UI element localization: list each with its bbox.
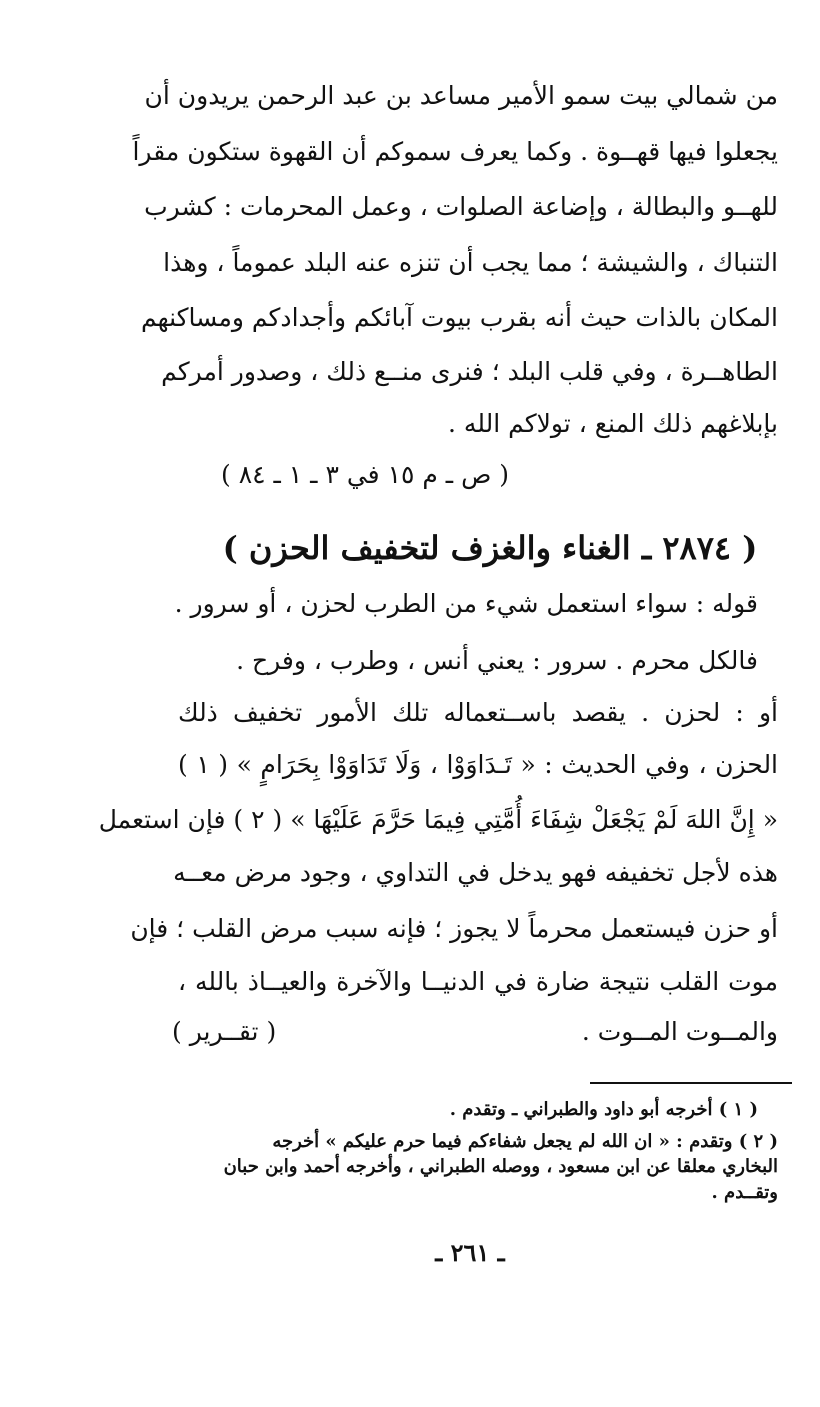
text-line: فالكل محرم . سرور : يعني أنس ، وطرب ، وفرح . <box>236 646 758 675</box>
text-line: قوله : سواء استعمل شيء من الطرب لحزن ، أو سرور . <box>174 589 758 618</box>
text-line: يجعلوا فيها قهــوة . وكما يعرف سموكم أن القهوة ستكون مقراً <box>132 137 778 166</box>
attribution-label: ( تقــرير ) <box>172 1017 277 1046</box>
text-line: المكان بالذات حيث أنه بقرب بيوت آبائكم وأجدادكم ومساكنهم <box>140 303 778 332</box>
text-line: أو : لحزن . يقصد باســتعماله تلك الأمور تخفيف ذلك <box>178 698 778 727</box>
section-heading: ( ٢٨٧٤ ـ الغناء والغزف لتخفيف الحزن ) <box>222 529 758 567</box>
footnote-line: وتقــدم . <box>711 1182 778 1203</box>
footnote-line: ( ١ ) أخرجه أبو داود والطبراني ـ وتقدم . <box>449 1099 758 1120</box>
footnote-line: ( ٢ ) وتقدم : « ان الله لم يجعل شفاءكم فيما حرم عليكم » أخرجه <box>272 1131 778 1152</box>
footnote-divider <box>590 1082 792 1084</box>
page-number: ـ ٢٦١ ـ <box>435 1238 505 1267</box>
footnote-line: البخاري معلقا عن ابن مسعود ، ووصله الطبراني ، وأخرجه أحمد وابن حبان <box>223 1156 778 1177</box>
text-line: الطاهــرة ، وفي قلب البلد ؛ فنرى منــع ذلك ، وصدور أمركم <box>161 357 778 386</box>
text-line: « إِنَّ اللهَ لَمْ يَجْعَلْ شِفَاءَ أُمَّتِي فِيمَا حَرَّمَ عَلَيْهَا » ( ٢ ) فإن استعمل <box>98 805 778 834</box>
text-line: بإبلاغهم ذلك المنع ، تولاكم الله . <box>448 409 778 438</box>
text-line: والمــوت المــوت . <box>581 1017 778 1046</box>
text-line: أو حزن فيستعمل محرماً لا يجوز ؛ فإنه سبب مرض القلب ؛ فإن <box>130 914 778 943</box>
text-line: للهــو والبطالة ، وإضاعة الصلوات ، وعمل المحرمات : كشرب <box>144 192 778 221</box>
text-line: موت القلب نتيجة ضارة في الدنيــا والآخرة والعيــاذ بالله ، <box>178 967 778 996</box>
text-line: التنباك ، والشيشة ؛ مما يجب أن تنزه عنه البلد عموماً ، وهذا <box>163 248 778 277</box>
text-line: الحزن ، وفي الحديث : « تَـدَاوَوْا ، وَلَا تَدَاوَوْا بِحَرَامٍ » ( ١ ) <box>178 750 779 779</box>
text-line: من شمالي بيت سمو الأمير مساعد بن عبد الرحمن يريدون أن <box>144 81 778 110</box>
source-reference: ( ص ـ م ١٥ في ٣ ـ ١ ـ ٨٤ ) <box>221 460 509 489</box>
text-line: هذه لأجل تخفيفه فهو يدخل في التداوي ، وجود مرض معــه <box>173 858 778 887</box>
